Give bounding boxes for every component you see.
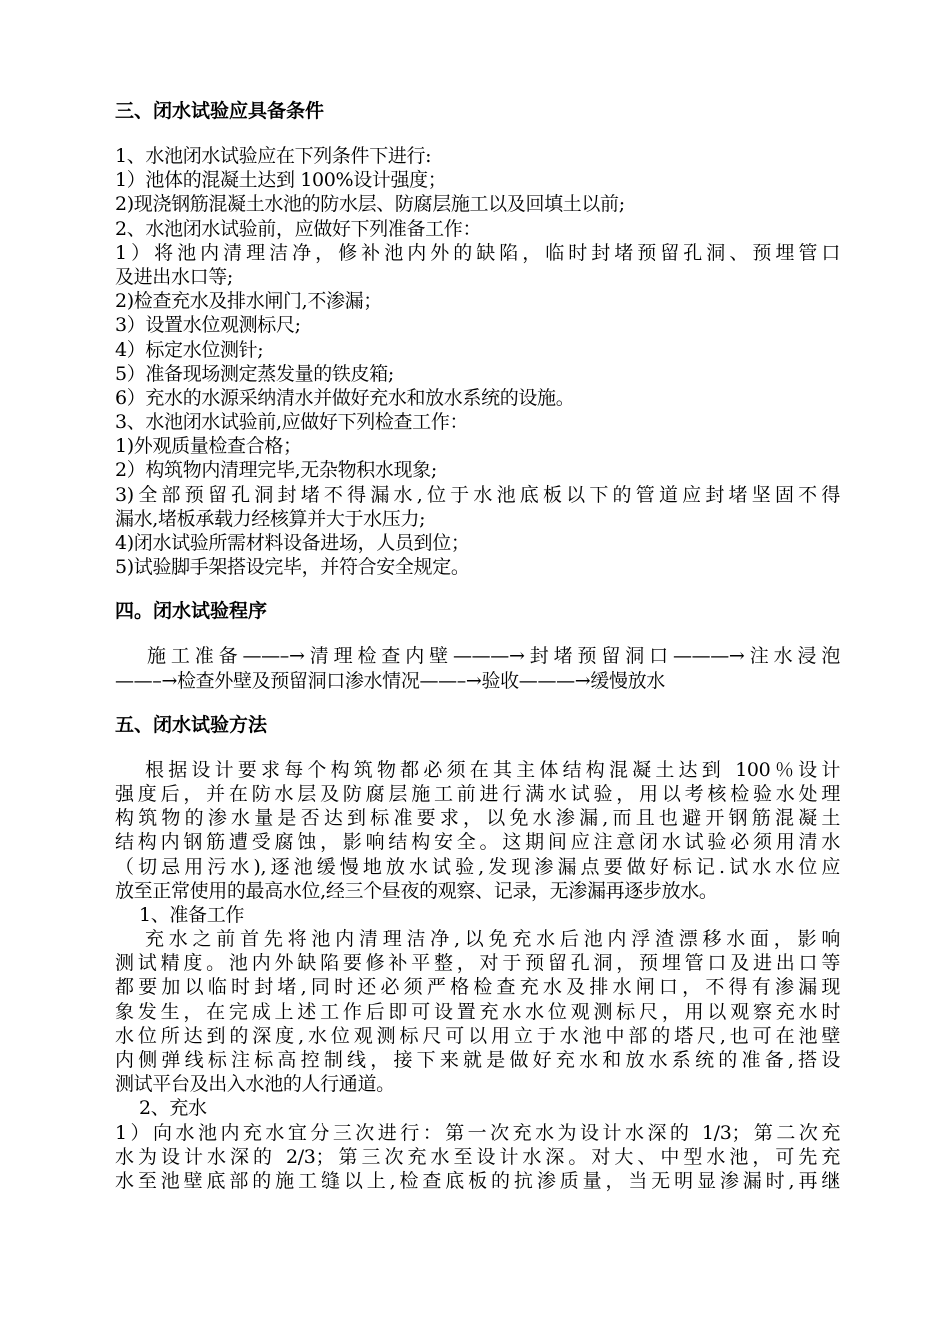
- subheading-filling: 2、充水: [139, 1097, 207, 1120]
- subheading-preparation: 1、准备工作: [139, 903, 244, 926]
- text-line: 结构内钢筋遭受腐蚀，影响结构安全。这期间应注意闭水试验必须用清水: [115, 831, 840, 854]
- text-line: 5）准备现场测定蒸发量的铁皮箱;: [115, 362, 394, 385]
- text-line: 内侧弹线标注标高控制线，接下来就是做好充水和放水系统的准备,搭设: [115, 1049, 840, 1071]
- text-line: 3、水池闭水试验前,应做好下列检查工作：: [115, 411, 469, 434]
- text-line: 象发生，在完成上述工作后即可设置充水水位观测标尺，用以观察充水时: [115, 1000, 840, 1023]
- text-line: 1）池体的混凝土达到 100%设计强度；: [115, 169, 447, 192]
- text-line: 强度后，并在防水层及防腐层施工前进行满水试验，用以考核检验水处理: [115, 782, 840, 805]
- text-line: 1）向水池内充水宜分三次进行：第一次充水为设计水深的 1/3；第二次充: [115, 1121, 840, 1144]
- text-line: 漏水,堵板承载力经核算并大于水压力;: [115, 507, 426, 530]
- text-line: 测试精度。池内外缺陷要修补平整，对于预留孔洞，预埋管口及进出口等: [115, 952, 840, 975]
- text-line: （切忌用污水),逐池缓慢地放水试验,发现渗漏点要做好标记.试水水位应: [115, 855, 840, 878]
- section-method-body: [115, 758, 840, 1193]
- section-heading-procedure: 四。闭水试验程序: [115, 600, 268, 623]
- text-line: 1）将池内清理洁净，修补池内外的缺陷，临时封堵预留孔洞、预埋管口: [115, 241, 840, 264]
- text-line: 1、水池闭水试验应在下列条件下进行:: [115, 145, 432, 167]
- flow-line: ——–→检查外壁及预留洞口渗水情况——–→验收———→缓慢放水: [115, 669, 665, 692]
- text-line: 2、水池闭水试验前，应做好下列准备工作：: [115, 217, 482, 240]
- text-line: 及进出水口等;: [115, 265, 233, 288]
- text-line: 3)全部预留孔洞封堵不得漏水,位于水池底板以下的管道应封堵坚固不得: [115, 483, 840, 506]
- text-line: 都要加以临时封堵,同时还必须严格检查充水及排水闸口，不得有渗漏现: [115, 976, 840, 999]
- text-line: 根据设计要求每个构筑物都必须在其主体结构混凝土达到 100％设计: [145, 758, 840, 781]
- section-conditions-body: [115, 144, 840, 579]
- procedure-flow: [115, 644, 840, 692]
- text-line: 水位所达到的深度,水位观测标尺可以用立于水池中部的塔尺,也可在池壁: [115, 1024, 840, 1047]
- text-line: 水至池壁底部的施工缝以上,检查底板的抗渗质量，当无明显渗漏时,再继: [115, 1169, 840, 1192]
- text-line: 2）构筑物内清理完毕,无杂物积水现象;: [115, 459, 437, 482]
- text-line: 6）充水的水源采纳清水并做好充水和放水系统的设施。: [115, 386, 575, 409]
- text-line: 5)试验脚手架搭设完毕，并符合安全规定。: [115, 556, 470, 579]
- text-line: 构筑物的渗水量是否达到标准要求，以免水渗漏,而且也避开钢筋混凝土: [115, 807, 840, 830]
- text-line: 水为设计水深的 2/3；第三次充水至设计水深。对大、中型水池，可先充: [115, 1145, 840, 1168]
- text-line: 3）设置水位观测标尺;: [115, 314, 301, 337]
- text-line: 4)闭水试验所需材料设备进场，人员到位；: [115, 532, 470, 554]
- text-line: 1)外观质量检查合格；: [115, 435, 302, 458]
- text-line: 测试平台及出入水池的人行通道。: [115, 1073, 395, 1096]
- text-line: 充水之前首先将池内清理洁净,以免充水后池内浮渣漂移水面，影响: [145, 928, 840, 951]
- text-line: 放至正常使用的最高水位,经三个昼夜的观察、记录，无渗漏再逐步放水。: [115, 879, 718, 902]
- document-body: [115, 98, 840, 1193]
- text-line: 2)现浇钢筋混凝土水池的防水层、防腐层施工以及回填土以前;: [115, 193, 625, 216]
- flow-line: 施工准备——–→清理检查内壁———→封堵预留洞口———→注水浸泡: [147, 645, 840, 668]
- section-heading-conditions: 三、闭水试验应具备条件: [115, 100, 325, 122]
- text-line: 4）标定水位测针;: [115, 338, 264, 361]
- text-line: 2)检查充水及排水闸门,不渗漏；: [115, 290, 382, 313]
- section-heading-method: 五、闭水试验方法: [115, 713, 268, 736]
